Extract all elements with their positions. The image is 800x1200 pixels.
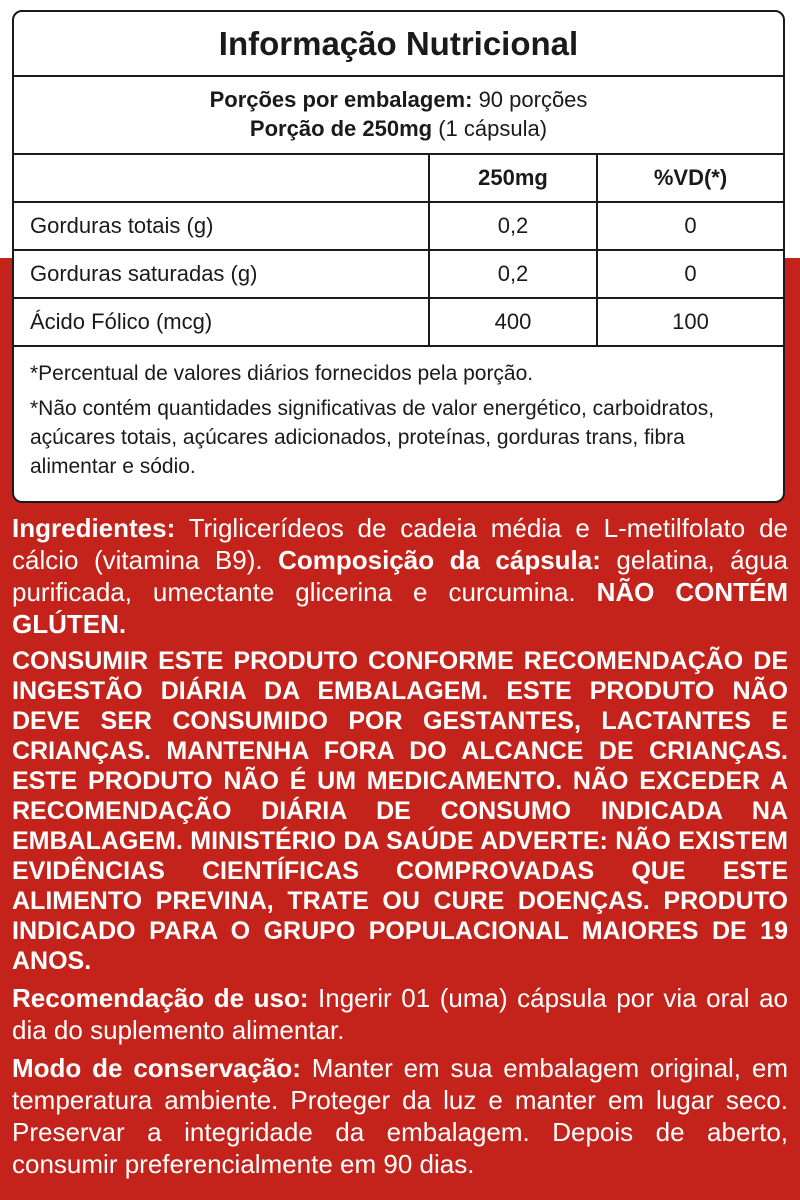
nutrient-vd: 0 bbox=[597, 250, 783, 298]
ingredients-text: Triglicerídeos de cadeia média e L-metilfolato de cálcio (vitamina B9). bbox=[12, 513, 788, 575]
servings-per-package bbox=[14, 85, 783, 114]
usage-label: Recomendação de uso: bbox=[12, 983, 309, 1013]
nutrient-name: Ácido Fólico (mcg) bbox=[14, 298, 429, 346]
nutrition-notes bbox=[14, 347, 783, 501]
nutrient-row bbox=[14, 250, 783, 298]
nutrition-facts-table bbox=[12, 10, 785, 503]
nutrient-amount: 0,2 bbox=[429, 250, 597, 298]
portion-value: (1 cápsula) bbox=[432, 116, 548, 141]
warning-paragraph: CONSUMIR ESTE PRODUTO CONFORME RECOMENDAÇÃO DE INGESTÃO DIÁRIA DA EMBALAGEM. ESTE PRODUTO NÃO DEVE SER CONSUMIDO POR GESTANTES, LACTANTES E CRIANÇAS. MANTENHA FORA DO ALCANCE DE CRIANÇAS. ESTE PRODUTO NÃO É UM MEDICAMENTO. NÃO EXCEDER A RECOMENDAÇÃO DIÁRIA DE CONSUMO INDICADA NA EMBALAGEM. MINISTÉRIO DA SAÚDE ADVERTE: NÃO EXISTEM EVIDÊNCIAS CIENTÍFICAS COMPROVADAS QUE ESTE ALIMENTO PREVINA, TRATE OU CURE DOENÇAS. PRODUTO INDICADO PARA O GRUPO POPULACIONAL MAIORES DE 19 ANOS. bbox=[12, 647, 788, 975]
nutrient-name: Gorduras totais (g) bbox=[14, 202, 429, 250]
nutrient-row bbox=[14, 202, 783, 250]
servings-label: Porções por embalagem: bbox=[209, 87, 473, 112]
storage-label: Modo de conservação: bbox=[12, 1053, 301, 1083]
footnote-not-significant: *Não contém quantidades significativas de valor energético, carboidratos, açúcares totais, açúcares adicionados, proteínas, gorduras trans, fibra alimentar e sódio. bbox=[30, 397, 715, 478]
header-vd: %VD(*) bbox=[597, 155, 783, 202]
nutrient-row bbox=[14, 298, 783, 346]
nutrient-vd: 100 bbox=[597, 298, 783, 346]
capsule-text: gelatina, água purificada, umectante glicerina e curcumina. bbox=[12, 545, 788, 607]
nutrient-amount: 0,2 bbox=[429, 202, 597, 250]
usage-text: Ingerir 01 (uma) cápsula por via oral ao dia do suplemento alimentar. bbox=[12, 983, 788, 1045]
portion-label: Porção de 250mg bbox=[249, 116, 433, 141]
nutrient-name: Gorduras saturadas (g) bbox=[14, 250, 429, 298]
nutrient-amount: 400 bbox=[429, 298, 597, 346]
nutrient-header-row bbox=[14, 155, 783, 202]
portion-size bbox=[14, 114, 783, 143]
serving-info bbox=[14, 77, 783, 155]
ingredients-label: Ingredientes: bbox=[12, 513, 176, 543]
gluten-statement: NÃO CONTÉM GLÚTEN. bbox=[12, 577, 788, 639]
ingredients-paragraph bbox=[12, 512, 788, 640]
storage-paragraph bbox=[12, 1052, 788, 1180]
package-text bbox=[12, 512, 788, 1186]
nutrient-vd: 0 bbox=[597, 202, 783, 250]
header-nutrient bbox=[14, 155, 429, 202]
nutrition-title: Informação Nutricional bbox=[14, 12, 783, 77]
footnote-daily-values: *Percentual de valores diários fornecidos pela porção. bbox=[30, 362, 534, 385]
nutrient-table bbox=[14, 155, 783, 347]
usage-paragraph bbox=[12, 982, 788, 1046]
servings-value: 90 porções bbox=[472, 87, 588, 112]
header-amount: 250mg bbox=[429, 155, 597, 202]
storage-text: Manter em sua embalagem original, em temperatura ambiente. Proteger da luz e manter em lugar seco. Preservar a integridade da embalagem. Depois de aberto, consumir preferencialmente em 90 dias. bbox=[12, 1053, 788, 1179]
capsule-label: Composição da cápsula: bbox=[278, 545, 601, 575]
